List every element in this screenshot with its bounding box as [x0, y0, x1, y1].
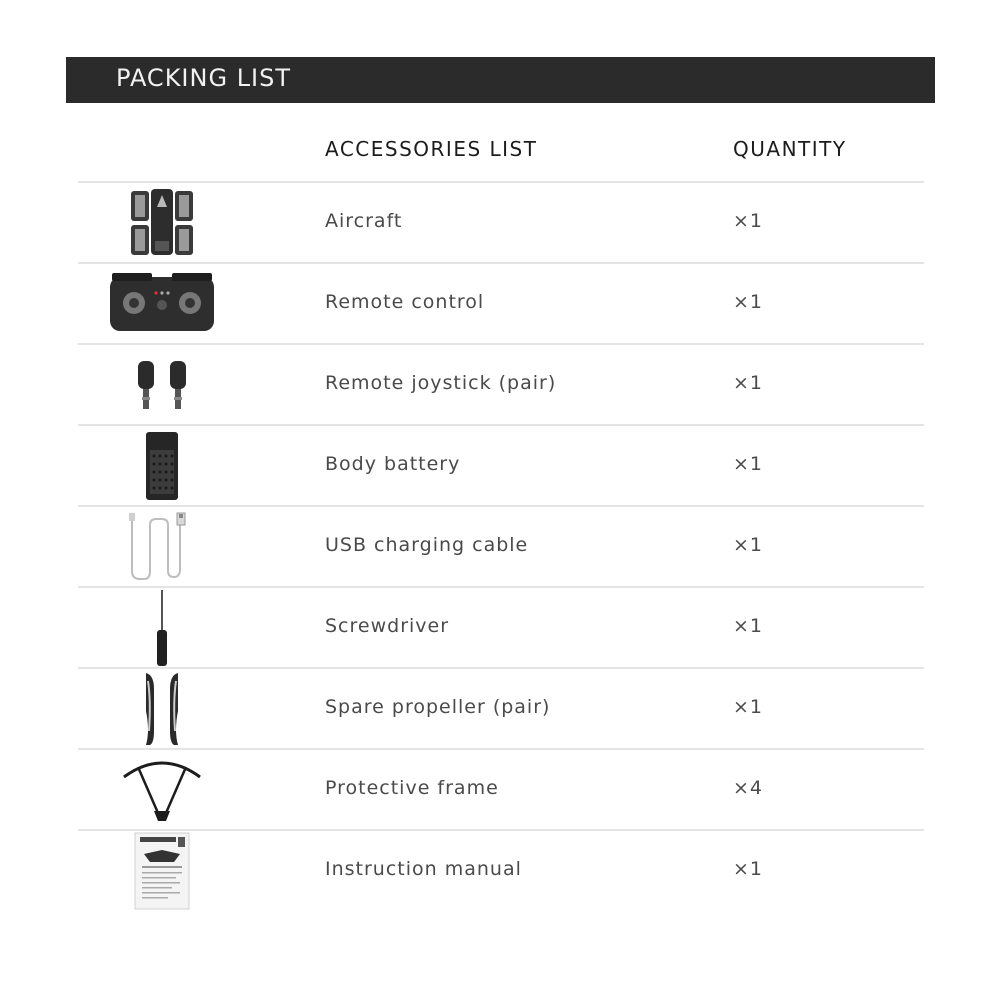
packing-list-table — [78, 181, 924, 910]
accessories-column-header: ACCESSORIES LIST — [325, 137, 538, 161]
manual-icon — [106, 831, 218, 910]
table-row — [78, 343, 924, 424]
item-quantity: ×1 — [733, 210, 764, 232]
item-quantity: ×1 — [733, 372, 764, 394]
remote-control-icon — [106, 264, 218, 343]
item-name: Aircraft — [325, 210, 403, 232]
item-name: Instruction manual — [325, 858, 522, 880]
item-quantity: ×1 — [733, 534, 764, 556]
header-bar — [66, 57, 935, 103]
item-name: Spare propeller (pair) — [325, 696, 551, 718]
item-name: Protective frame — [325, 777, 499, 799]
table-row — [78, 424, 924, 505]
table-row — [78, 586, 924, 667]
item-name: USB charging cable — [325, 534, 529, 556]
item-quantity: ×1 — [733, 858, 764, 880]
item-name: Body battery — [325, 453, 461, 475]
protective-frame-icon — [106, 750, 218, 829]
battery-icon — [106, 426, 218, 505]
item-name: Remote control — [325, 291, 485, 313]
item-quantity: ×1 — [733, 291, 764, 313]
item-quantity: ×1 — [733, 615, 764, 637]
item-name: Remote joystick (pair) — [325, 372, 557, 394]
drone-icon — [106, 183, 218, 262]
table-row — [78, 505, 924, 586]
table-row — [78, 829, 924, 910]
item-name: Screwdriver — [325, 615, 450, 637]
table-row — [78, 181, 924, 262]
item-quantity: ×1 — [733, 696, 764, 718]
propeller-icon — [106, 669, 218, 748]
page-title: PACKING LIST — [116, 64, 292, 92]
usb-cable-icon — [106, 507, 218, 586]
item-quantity: ×1 — [733, 453, 764, 475]
quantity-column-header: QUANTITY — [733, 137, 847, 161]
joystick-icon — [106, 345, 218, 424]
table-row — [78, 667, 924, 748]
screwdriver-icon — [106, 588, 218, 667]
item-quantity: ×4 — [733, 777, 764, 799]
table-row — [78, 262, 924, 343]
table-row — [78, 748, 924, 829]
